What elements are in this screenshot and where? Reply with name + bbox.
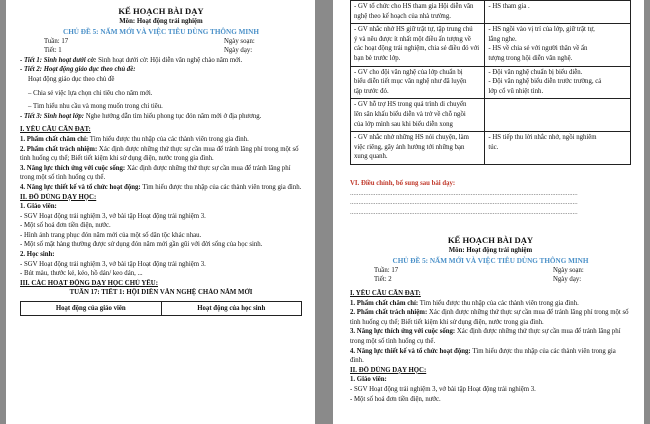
document-page-right [333, 0, 644, 424]
activity-text-line: - GV tổ chức cho HS tham gia Hội diễn văn [354, 3, 474, 10]
student-activity-cell [485, 66, 631, 99]
activity-text-line: lắng nghe. [488, 35, 517, 43]
teacher-material-item: - SGV Hoạt động trải nghiệm 3, vở bài tập Hoạt động trải nghiệm 3. [20, 212, 206, 220]
teacher-materials-label: 1. Giáo viên: [20, 203, 57, 211]
document-page-left [6, 0, 315, 424]
lesson-plan-title-2: KẾ HOẠCH BÀI DẠY [447, 235, 534, 246]
section-requirements-2: I. YÊU CẦU CẦN ĐẠT: [350, 290, 421, 298]
week-label-2: Tuần: 17 [374, 266, 399, 274]
teacher-activity-cell [351, 132, 485, 165]
activity-text-line: - HS về chia sẻ với người thân về ấn [488, 45, 588, 53]
activity-text-line: túc. [488, 143, 499, 151]
activity-table [350, 0, 631, 165]
activity-text-line: - GV hỗ trợ HS trong quá trình di chuyển [354, 101, 467, 109]
activity-table-row [351, 99, 631, 132]
section-requirements: I. YÊU CẦU CẦN ĐẠT: [20, 126, 91, 134]
period2-sub3: – Tìm hiểu nhu cầu và mong muốn trong chi tiêu. [28, 103, 163, 111]
dotted-line: ...................................................................................................................................... [350, 189, 578, 197]
period3-line: - Tiết 3: Sinh hoạt lớp: Nghe hướng dẫn tìm hiểu phong tục đón năm mới ở địa phương. [20, 112, 262, 120]
req-3-2: 3. Năng lực thích ứng với cuộc sống: Xác định được những thứ thực sự cần mua để tránh lãng phí trong một số tình huống cụ thể. [350, 328, 621, 346]
teacher-material-item: - Một số hoá đơn tiền điện, nước. [20, 222, 111, 230]
section-materials: II. ĐỒ DÙNG DẠY HỌC: [20, 193, 97, 201]
lesson-row-2 [350, 275, 631, 285]
col-teacher-activity: Hoạt động của giáo viên [21, 302, 162, 316]
activity-text-line: xung quanh. [354, 153, 388, 161]
student-material-item: - Bút màu, thước kẻ, kéo, hồ dán/ keo dán, ... [20, 270, 143, 278]
activity-table-row [351, 132, 631, 165]
teacher-material-item: - Một số mặt hàng thường được sử dụng đón năm mới gần gũi với đời sống của học sinh. [20, 241, 263, 249]
adjustment-heading: VI. Điều chỉnh, bổ sung sau bài dạy: [350, 179, 456, 187]
activity-text-line: - Đội văn nghệ chuẩn bị biểu diễn. [488, 68, 583, 76]
teach-date-label: Ngày dạy: [224, 47, 253, 55]
week-row [20, 37, 302, 47]
activity-table-row [351, 66, 631, 99]
activity-text-line: - HS tiếp thu lời nhắc nhở, ngồi nghiêm [488, 134, 597, 142]
req-4-2: 4. Năng lực thiết kế và tổ chức hoạt động: Tìm hiểu được thu nhập của các thành viên trong gia đình. [350, 347, 616, 365]
activity-text-line: các hoạt động trải nghiệm, chia sẻ điều đó với [354, 45, 480, 53]
teacher-activity-cell [351, 66, 485, 99]
teacher-activity-cell [351, 24, 485, 66]
activity-text-line: tượng trong hội diễn văn nghệ. [488, 54, 573, 62]
activity-text-line: - Đội văn nghệ biểu diễn trước trường, cả [488, 78, 602, 86]
student-activity-cell [485, 99, 631, 132]
activity-table-row [351, 24, 631, 66]
col-student-activity: Hoạt động của học sinh [161, 302, 302, 316]
activity-table-header [20, 301, 302, 316]
req-3: 3. Năng lực thích ứng với cuộc sống: Xác định được những thứ thực sự cần mua để tránh lãng phí trong một số tình huống cụ thể. [20, 164, 291, 182]
lesson-label: Tiết: 1 [44, 47, 62, 55]
student-activity-cell [485, 132, 631, 165]
teacher-activity-cell [351, 99, 485, 132]
activity-text-line: lên sân khấu biểu diễn và trở về chỗ ngồi [354, 110, 466, 118]
subject-line: Môn: Hoạt động trải nghiệm [119, 18, 203, 25]
teach-date-label-2: Ngày dạy: [553, 276, 582, 284]
student-material-item: - SGV Hoạt động trải nghiệm 3, vở bài tập Hoạt động trải nghiệm 3. [20, 260, 206, 268]
activity-text-line: bạn bè trước lớp. [354, 54, 401, 62]
prep-date-label: Ngày soạn: [224, 37, 255, 45]
teacher-material-item: - Hình ảnh trang phục đón năm mới của một số dân tộc khác nhau. [20, 231, 202, 239]
section-activities: III. CÁC HOẠT ĐỘNG DẠY HỌC CHỦ YẾU: [20, 279, 158, 287]
student-materials-label: 2. Học sinh: [20, 251, 55, 259]
req-1-2: 1. Phẩm chất chăm chỉ: Tìm hiểu được thu nhập của các thành viên trong gia đình. [350, 299, 579, 307]
week-row-2 [350, 266, 631, 276]
student-activity-cell [485, 24, 631, 66]
activity-table-row [351, 1, 631, 24]
req-2-2: 2. Phẩm chất trách nhiệm: Xác định được những thứ thực sự cần mua để tránh lãng phí trong một số tình huống cụ thể; Biết tiết kiệm khi sử dụng điện, nước trong gia đình. [350, 309, 629, 326]
activity-text-line: biểu diễn tiết mục văn nghệ như đã luyện [354, 78, 467, 86]
dotted-line: ...................................................................................................................................... [350, 199, 578, 207]
topic-heading: CHỦ ĐỀ 5: NẤM MỚI VÀ VIỆC TIÊU DÙNG THÔNG MINH [63, 27, 259, 36]
activity-text-line: lớp cổ vũ nhiệt tình. [488, 87, 544, 95]
teacher-activity-cell [351, 1, 485, 24]
activity-text-line: ý và nêu được ít nhất một điều ấn tượng về [354, 35, 471, 43]
activity-text-line: nghệ theo kế hoạch của nhà trường. [354, 12, 451, 20]
teacher-materials-label-2: 1. Giáo viên: [350, 376, 387, 384]
subject-line-2: Môn: Hoạt động trải nghiệm [448, 247, 533, 255]
activity-text-line: - HS tham gia . [488, 3, 530, 10]
week-activity-title: TUẦN 17: TIẾT 1: HỘI DIỄN VĂN NGHỆ CHÀO NĂM MỚI [69, 289, 253, 297]
section-materials-2: II. ĐỒ DÙNG DẠY HỌC: [350, 366, 427, 374]
lesson-label-2: Tiết: 2 [374, 276, 392, 284]
period2-sub2: – Chia sẻ việc lựa chọn chi tiêu cho năm mới. [28, 89, 153, 97]
dotted-line: ...................................................................................................................................... [350, 208, 578, 216]
lesson-plan-title: KẾ HOẠCH BÀI DẠY [118, 6, 204, 16]
activity-text-line: - GV cho đội văn nghệ của lớp chuẩn bị [354, 68, 463, 76]
period1-line: - Tiết 1: Sinh hoạt dưới cờ: Sinh hoạt dưới cờ: Hội diễn văn nghệ chào năm mới. [20, 56, 243, 64]
topic-heading-2: CHỦ ĐỀ 5: NẤM MỚI VÀ VIỆC TIÊU DÙNG THÔNG MINH [392, 256, 589, 265]
activity-text-line: - GV nhắc nhở những HS nói chuyện, làm [354, 134, 469, 142]
activity-text-line: việc riêng, gây ảnh hưởng tới những bạn [354, 143, 465, 151]
week-label: Tuần: 17 [44, 37, 69, 45]
period2-line: - Tiết 2: Hoạt động giáo dục theo chủ đề: [20, 66, 136, 74]
activity-text-line: - HS ngồi vào vị trí của lớp, giữ trật tự, [488, 26, 595, 34]
req-4: 4. Năng lực thiết kế và tổ chức hoạt động: Tìm hiểu được thu nhập của các thành viên trong gia đình. [20, 183, 302, 191]
activity-text-line: tập trước đó. [354, 87, 389, 95]
req-1: 1. Phẩm chất chăm chỉ: Tìm hiểu được thu nhập của các thành viên trong gia đình. [20, 135, 249, 143]
req-2: 2. Phẩm chất trách nhiệm: Xác định được những thứ thực sự cần mua để tránh lãng phí trong một số tình huống cụ thể; Biết tiết kiệm khi sử dụng điện, nước trong gia đình. [20, 145, 299, 163]
period2-sub1: Hoạt động giáo dục theo chủ đề [28, 75, 115, 83]
teacher-material-item: - SGV Hoạt động trải nghiệm 3, vở bài tập Hoạt động trải nghiệm 3. [350, 386, 536, 393]
lesson-row [20, 46, 302, 56]
student-activity-cell [485, 1, 631, 24]
teacher-material-item: - Một số hoá đơn tiền điện, nước. [350, 395, 441, 403]
prep-date-label-2: Ngày soạn: [553, 266, 584, 274]
activity-text-line: của lớp mình sau khi biểu diễn xong [354, 120, 453, 128]
activity-text-line: - GV nhắc nhở HS giữ trật tự, tập trung chú [354, 26, 473, 34]
